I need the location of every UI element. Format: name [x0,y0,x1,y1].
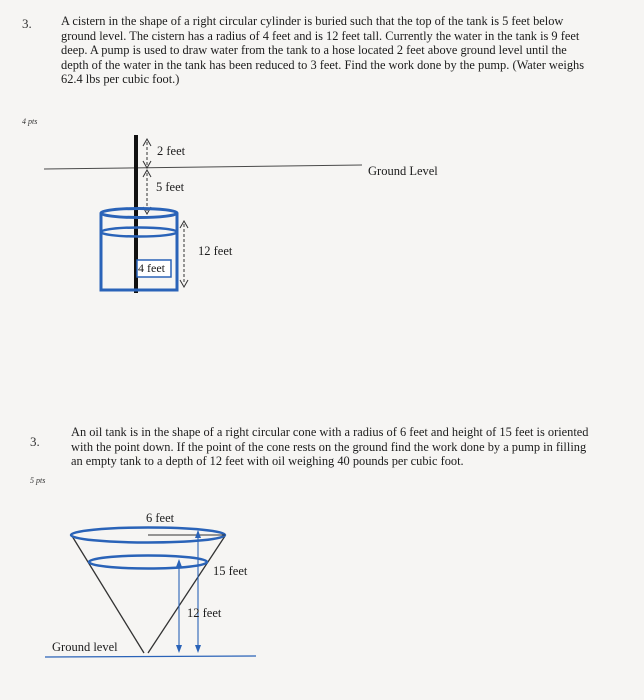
cylinder-body [101,213,177,290]
label-12-feet: 12 feet [198,244,233,258]
problem1-number: 3. [22,16,32,31]
cone-side-left [72,536,144,653]
label-2-feet: 2 feet [157,144,186,158]
problem1-points: 4 pts [22,117,38,126]
label-4-feet: 4 feet [138,261,165,275]
problem2-text: An oil tank is in the shape of a right circular cone with a radius of 6 feet and height of 15 feet is oriented with the point down. If the point of the cone rests on the ground find the work done by a pump in filling an empty tank to a depth of 12 feet with oil weighing 40 pounds per cubic foot. [71,425,589,469]
ground-line-2 [45,656,256,657]
cylinder-top-ellipse [101,209,177,218]
ground-line [44,165,362,169]
label-5-feet: 5 feet [156,180,185,194]
label-12-feet-cone: 12 feet [187,606,222,620]
cone-side-right [148,536,225,653]
problem2-number: 3. [30,434,40,449]
label-ground-level: Ground Level [368,164,438,178]
label-ground-level-2: Ground level [52,640,118,654]
problem2-points: 5 pts [30,476,46,485]
water-level-ellipse [101,228,177,237]
label-15-feet: 15 feet [213,564,248,578]
label-6-feet: 6 feet [146,511,175,525]
problem1-text: A cistern in the shape of a right circular cylinder is buried such that the top of the tank is 5 feet below ground level. The cistern has a radius of 4 feet and is 12 feet tall. Currently the water in the tank is 9 feet deep. A pump is used to draw water from the tank to a hose located 2 feet above ground level until the depth of the water in the tank has been reduced to 3 feet. Find the work done by the pump. (Water weighs 62.4 lbs per cubic foot.) [61,14,585,87]
cone-fill-ellipse [89,556,207,569]
